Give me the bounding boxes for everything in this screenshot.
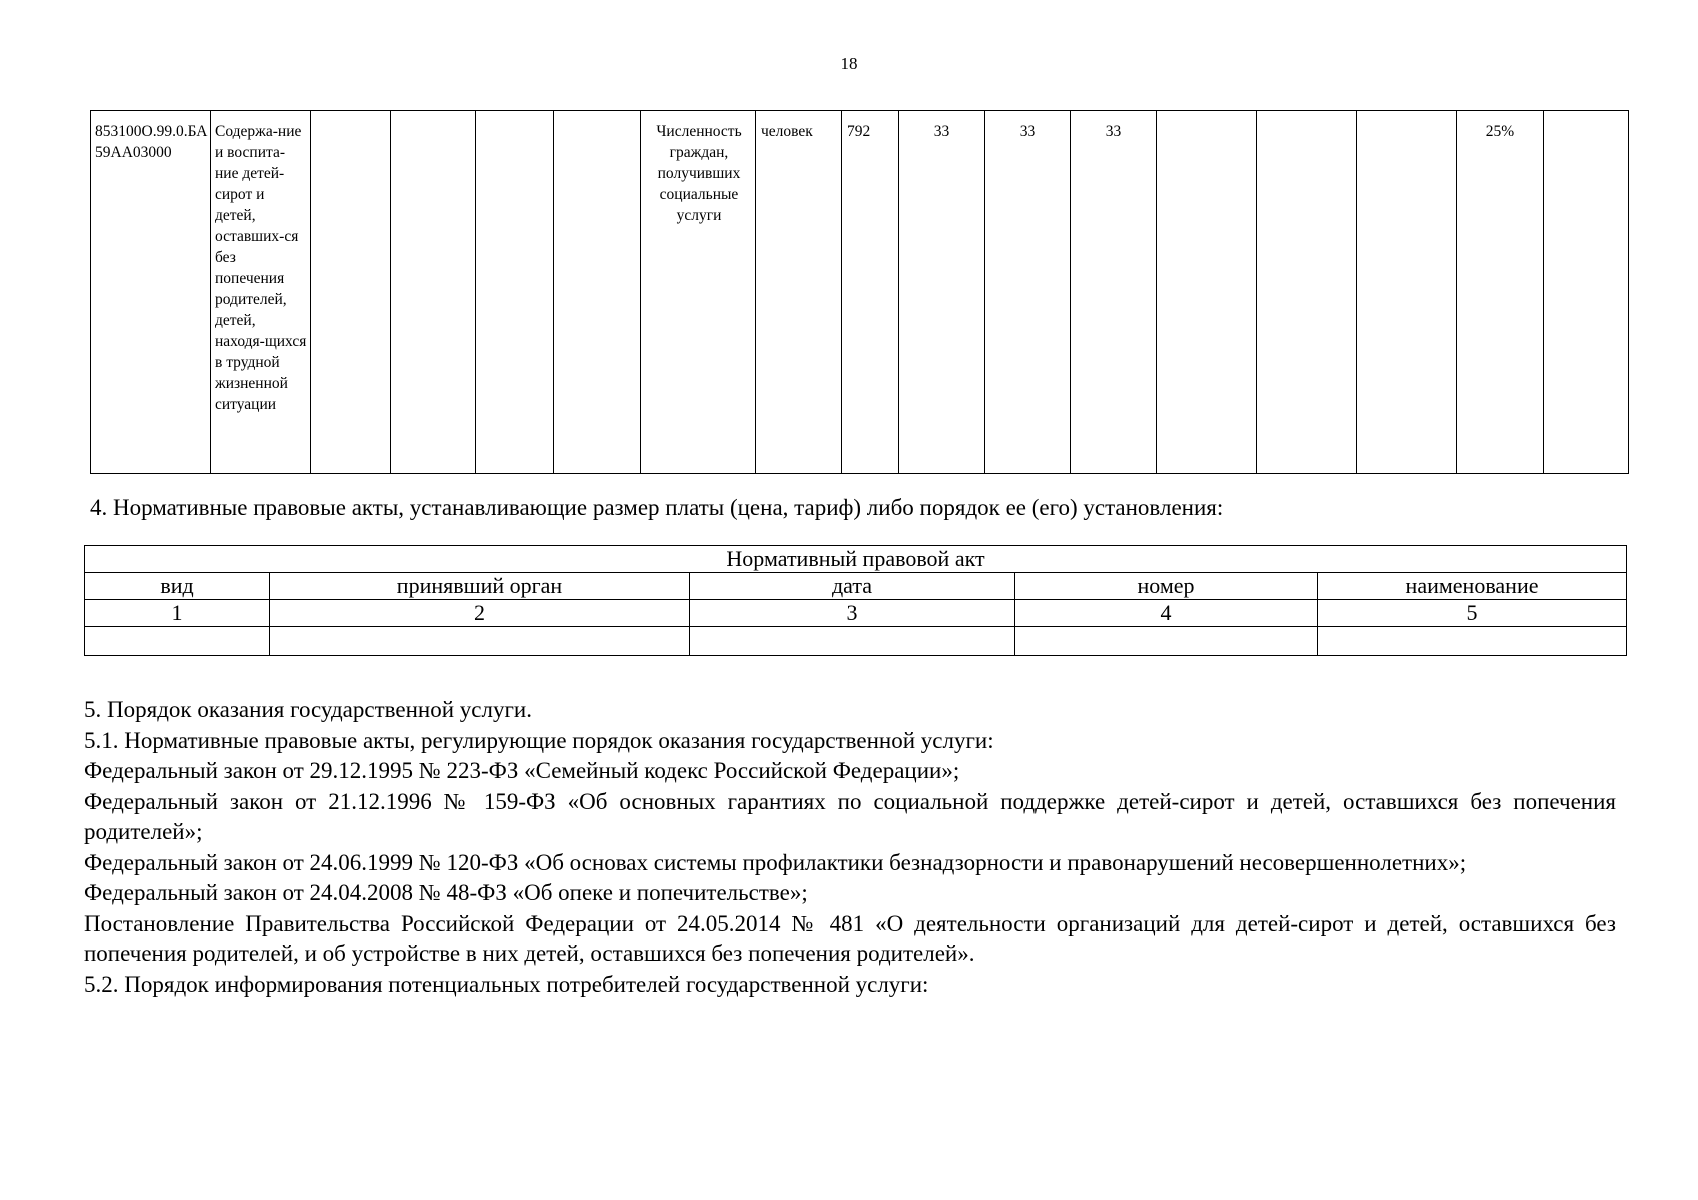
indicator-cell: Численность граждан, получивших социальные услуги <box>641 111 756 474</box>
empty-cell <box>311 111 391 474</box>
empty-cell <box>476 111 554 474</box>
paragraph: 5.1. Нормативные правовые акты, регулирующие порядок оказания государственной услуги: <box>84 727 994 753</box>
column-header: принявший орган <box>270 573 690 600</box>
column-header: номер <box>1015 573 1318 600</box>
empty-cell <box>1257 111 1357 474</box>
empty-cell <box>690 627 1015 656</box>
group-header-cell: Нормативный правовой акт <box>85 546 1627 573</box>
legal-acts-table <box>84 545 1627 656</box>
table-header-row <box>85 546 1627 573</box>
empty-cell <box>1544 111 1629 474</box>
paragraph: Федеральный закон от 29.12.1995 № 223-ФЗ «Семейный кодекс Российской Федерации»; <box>84 758 960 783</box>
empty-cell <box>1357 111 1457 474</box>
paragraph: 5. Порядок оказания государственной услуги. <box>84 697 532 722</box>
table-header-row <box>85 573 1627 600</box>
paragraph: Федеральный закон от 21.12.1996 № 159-ФЗ «Об основных гарантиях по социальной поддержке детей-сирот и детей, оставшихся без попечения родителей»; <box>84 788 1616 844</box>
empty-cell <box>1318 627 1627 656</box>
table-row <box>91 111 1629 474</box>
unit-code-cell: 792 <box>842 111 899 474</box>
paragraph: Постановление Правительства Российской Федерации от 24.05.2014 № 481 «О деятельности организаций для детей-сирот и детей, оставшихся без попечения родителей, и об устройстве в них детей, оставшихся без попечения родителей». <box>84 910 1616 966</box>
paragraph: Федеральный закон от 24.04.2008 № 48-ФЗ «Об опеке и попечительстве»; <box>84 880 808 905</box>
service-volume-table <box>90 110 1629 474</box>
paragraph: Федеральный закон от 24.06.1999 № 120-ФЗ «Об основах системы профилактики безнадзорности и правонарушений несовершеннолетних»; <box>84 849 1467 875</box>
column-number: 4 <box>1015 600 1318 627</box>
empty-cell <box>1015 627 1318 656</box>
page-number: 18 <box>840 54 858 73</box>
service-name-cell: Содержа-ние и воспита-ние детей-сирот и детей, оставших-ся без попечения родителей, детей, находя-щихся в трудной жизненной ситуации <box>211 111 311 474</box>
section-4-heading: 4. Нормативные правовые акты, устанавливающие размер платы (цена, тариф) либо порядок ее (его) установления: <box>90 495 1224 520</box>
empty-cell <box>554 111 641 474</box>
deviation-cell: 25% <box>1457 111 1544 474</box>
empty-cell <box>270 627 690 656</box>
value-cell: 33 <box>1071 111 1157 474</box>
table-row <box>85 600 1627 627</box>
column-number: 5 <box>1318 600 1627 627</box>
column-number: 2 <box>270 600 690 627</box>
unit-cell: человек <box>756 111 842 474</box>
section-5 <box>84 695 1616 1000</box>
column-header: вид <box>85 573 270 600</box>
column-number: 1 <box>85 600 270 627</box>
value-cell: 33 <box>899 111 985 474</box>
empty-cell <box>391 111 476 474</box>
value-cell: 33 <box>985 111 1071 474</box>
empty-cell <box>1157 111 1257 474</box>
column-header: наименование <box>1318 573 1627 600</box>
service-code-cell: 853100О.99.0.БА59АА03000 <box>91 111 211 474</box>
column-header: дата <box>690 573 1015 600</box>
table-row <box>85 627 1627 656</box>
empty-cell <box>85 627 270 656</box>
column-number: 3 <box>690 600 1015 627</box>
paragraph: 5.2. Порядок информирования потенциальных потребителей государственной услуги: <box>84 971 929 997</box>
